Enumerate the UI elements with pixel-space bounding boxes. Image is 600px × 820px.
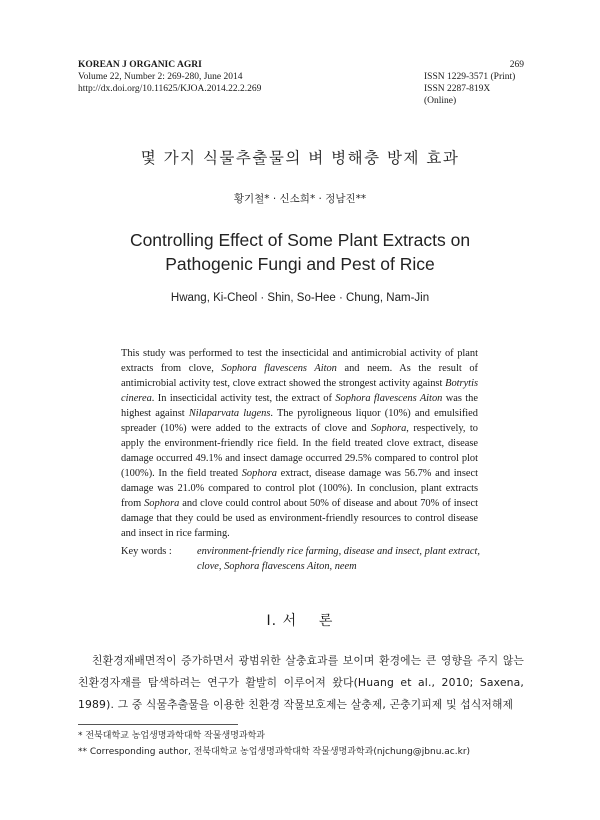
title-english xyxy=(0,228,600,276)
doi-link[interactable]: http://dx.doi.org/10.11625/KJOA.2014.22.2.269 xyxy=(78,84,262,94)
page-number: 269 xyxy=(509,60,524,70)
title-korean: 몇 가지 식물추출물의 벼 병해충 방제 효과 xyxy=(140,149,460,167)
issn-online: ISSN 2287-819X (Online) xyxy=(424,84,491,106)
keywords-label: Key words : xyxy=(121,546,172,557)
footnote-corresponding-author: ** Corresponding author, 전북대학교 농업생명과학대학 작물생명과학과(njchung@jbnu.ac.kr) xyxy=(78,747,471,757)
running-header-left xyxy=(78,59,261,95)
footnote-divider xyxy=(78,724,238,725)
species-name: Nilaparvata lugens xyxy=(188,408,271,419)
section-heading-introduction: Ⅰ. 서 론 xyxy=(266,613,334,629)
species-name: Sophora xyxy=(241,468,277,479)
authors-english: Hwang, Ki-Cheol · Shin, So-Hee · Chung, Nam-Jin xyxy=(170,292,430,304)
title-english-line2: Pathogenic Fungi and Pest of Rice xyxy=(165,254,435,274)
species-name: Sophora xyxy=(144,498,180,509)
keywords-line2: clove, Sophora flavescens Aiton, neem xyxy=(197,561,357,572)
species-name: Sophora xyxy=(371,423,407,434)
running-header-right xyxy=(424,59,524,107)
title-english-line1: Controlling Effect of Some Plant Extracts on xyxy=(129,230,471,250)
keywords xyxy=(121,544,481,574)
footnote-affiliation: * 전북대학교 농업생명과학대학 작물생명과학과 xyxy=(78,731,265,741)
introduction-paragraph: 친환경재배면적이 증가하면서 광범위한 살충효과를 보이며 환경에는 큰 영향을 주지 않는 친환경자재를 탐색하려는 연구가 활발히 이루어져 왔다(Huang et al., 2010; Saxena, 1989). 그 중 식물추출물을 이용한 친환경 작물보호제는 살충제, 곤충기피제 및 섭식저해제 xyxy=(78,654,524,711)
abstract: This study was performed to test the insecticidal and antimicrobial activity of plant extracts from clove, Sophora flavescens Aiton and neem. As the result of antimicrobial activity test, clove extract showed the strongest activity against Botrytis cinerea. In insecticidal activity test, the extract of Sophora flavescens Aiton was the highest against Nilaparvata lugens. The pyroligneous liquor (10%) and emulsified spreader (10%) were added to the extracts of clove and Sophora, respectively, to apply the environment-friendly rice field. In the field treated clove extract, disease damage occurred 49.1% and insect damage occurred 29.5% compared to control plot (100%). In the field treated Sophora extract, disease damage was 56.7% and insect damage was 21.0% compared to control plot (100%). In conclusion, plant extracts from Sophora and clove could control about 50% of disease and about 70% of insect damage that they could be used as environment-friendly resources to control disease and insect in rice farming. xyxy=(121,348,478,539)
volume-info: Volume 22, Number 2: 269-280, June 2014 xyxy=(78,72,243,82)
species-name: Sophora flavescens Aiton xyxy=(335,393,443,404)
authors-korean: 황기철* · 신소희* · 정남진** xyxy=(233,193,367,205)
issn-print: ISSN 1229-3571 (Print) xyxy=(424,72,516,82)
species-name: Sophora flavescens Aiton xyxy=(221,363,337,374)
journal-name: KOREAN J ORGANIC AGRI xyxy=(78,60,202,70)
keywords-line1: environment-friendly rice farming, disease and insect, plant extract, xyxy=(197,546,480,557)
species-name: Botrytis cinerea xyxy=(121,378,478,404)
